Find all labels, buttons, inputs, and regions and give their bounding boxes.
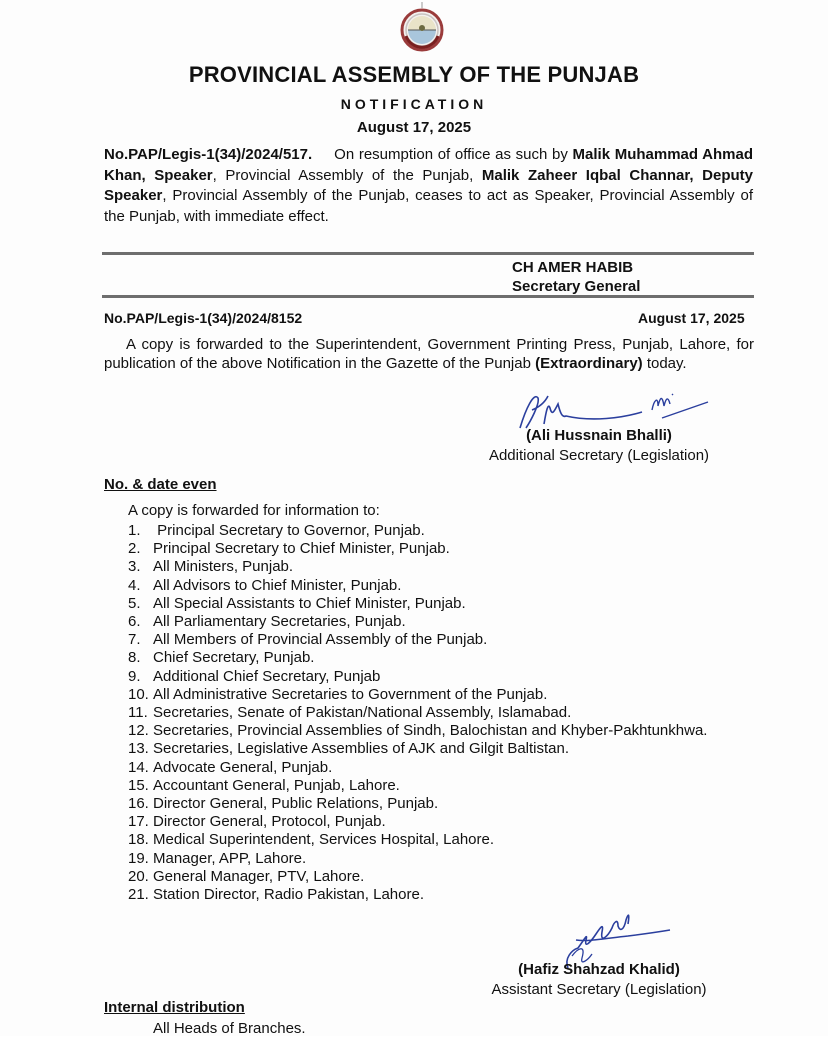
distribution-list [128, 522, 707, 904]
page-title: PROVINCIAL ASSEMBLY OF THE PUNJAB [188, 62, 640, 87]
list-item: 12. Secretaries, Provincial Assemblies of Sindh, Balochistan and Khyber-Pakhtunkhwa. [128, 722, 708, 740]
list-item: 21. Station Director, Radio Pakistan, Lahore. [128, 886, 424, 904]
signatory-additional-secretary [476, 426, 722, 466]
body-text-2: , Provincial Assembly of the Punjab, [212, 166, 482, 184]
body-text-1: On resumption of office as such by [334, 146, 573, 163]
signatory-designation: Secretary General [512, 278, 641, 295]
signatory-assistant-secretary [476, 960, 722, 1000]
extraordinary-label: (Extraordinary) [535, 355, 643, 372]
signatory-name: (Ali Hussnain Bhalli) [526, 427, 672, 444]
signatory-designation: Additional Secretary (Legislation) [488, 447, 710, 464]
list-item: 7. All Members of Provincial Assembly of the Punjab. [128, 631, 488, 649]
deputy-speaker-name: Malik Zaheer Iqbal Channar, Deputy Speaker [104, 166, 753, 204]
list-item: 20. General Manager, PTV, Lahore. [128, 867, 365, 885]
list-item: 4. All Advisors to Chief Minister, Punjab. [128, 576, 402, 594]
list-item: 6. All Parliamentary Secretaries, Punjab. [128, 613, 406, 631]
signatory-secretary-general [512, 258, 640, 296]
list-item: 3. All Ministers, Punjab. [128, 558, 294, 576]
assembly-emblem-icon [400, 2, 444, 56]
list-item: 9. Additional Chief Secretary, Punjab [128, 667, 381, 685]
list-item: 13. Secretaries, Legislative Assemblies of AJK and Gilgit Baltistan. [128, 740, 570, 758]
list-item: 19. Manager, APP, Lahore. [128, 849, 307, 867]
list-item: 14. Advocate General, Punjab. [128, 758, 333, 776]
internal-distribution-text: All Heads of Branches. [153, 1020, 306, 1037]
divider-line [102, 252, 754, 255]
forwarding-text-1: A copy is forwarded to the Superintendent, Government Printing Press, Punjab, Lahore, for publication of the above Notification in the Gazette of the Punjab [104, 336, 754, 372]
signatory-name: (Hafiz Shahzad Khalid) [518, 961, 680, 978]
reference-date: August 17, 2025 [638, 310, 745, 326]
internal-distribution-heading: Internal distribution [104, 999, 245, 1016]
distribution-intro: A copy is forwarded for information to: [128, 502, 380, 519]
list-item: 17. Director General, Protocol, Punjab. [128, 813, 386, 831]
notification-number: No.PAP/Legis-1(34)/2024/517. [104, 146, 313, 163]
notification-date: August 17, 2025 [356, 119, 472, 136]
list-item: 18. Medical Superintendent, Services Hospital, Lahore. [128, 831, 495, 849]
body-text-3: , Provincial Assembly of the Punjab, ceases to act as Speaker, Provincial Assembly of the Punjab, with immediate effect. [104, 187, 753, 225]
list-item: 2. Principal Secretary to Chief Minister, Punjab. [128, 540, 450, 558]
list-item: 10. All Administrative Secretaries to Government of the Punjab. [128, 685, 548, 703]
notification-body [104, 145, 753, 227]
list-item: 15. Accountant General, Punjab, Lahore. [128, 776, 400, 794]
list-item: 11. Secretaries, Senate of Pakistan/National Assembly, Islamabad. [128, 704, 572, 722]
divider-line [102, 295, 754, 298]
list-item: 1. Principal Secretary to Governor, Punjab. [128, 522, 425, 539]
signatory-name: CH AMER HABIB [512, 259, 634, 276]
list-item: 16. Director General, Public Relations, Punjab. [128, 795, 439, 813]
notification-label: NOTIFICATION [340, 96, 488, 112]
forwarding-text [104, 335, 754, 373]
distribution-heading: No. & date even [104, 476, 217, 493]
list-item: 8. Chief Secretary, Punjab. [128, 649, 315, 667]
signatory-designation: Assistant Secretary (Legislation) [491, 981, 707, 998]
speaker-name: Malik Muhammad Ahmad Khan, Speaker [104, 146, 753, 184]
reference-number: No.PAP/Legis-1(34)/2024/8152 [104, 310, 303, 326]
list-item: 5. All Special Assistants to Chief Minister, Punjab. [128, 594, 466, 612]
forwarding-text-2: today. [642, 355, 687, 372]
